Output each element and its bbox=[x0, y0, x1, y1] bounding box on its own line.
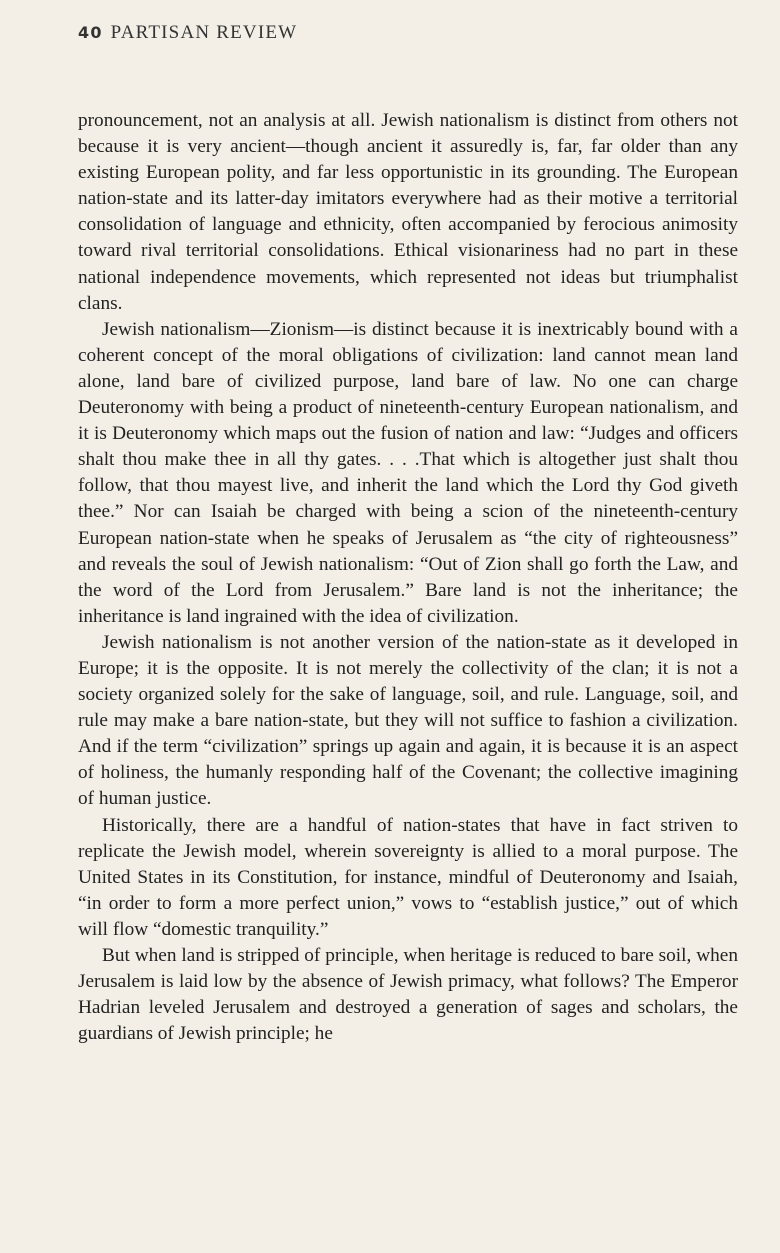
body-text bbox=[78, 108, 738, 1047]
paragraph: Jewish nationalism is not another version of the nation-state as it developed in Europe; it is the opposite. It is not merely the collectivity of the clan; it is not a society organized solely for the sake of language, soil, and rule. Language, soil, and rule may make a bare nation-state, but they will not suffice to fashion a civilization. And if the term “civilization” springs up again and again, it is because it is an aspect of holiness, the humanly responding half of the Covenant; the collective imagining of human justice. bbox=[78, 631, 738, 810]
book-page bbox=[78, 22, 738, 1047]
paragraph: But when land is stripped of principle, when heritage is reduced to bare soil, when Jerusalem is laid low by the absence of Jewish primacy, what follows? The Emperor Hadrian leveled Jerusalem and destroyed a generation of sages and scholars, the guardians of Jewish principle; he bbox=[78, 945, 738, 1045]
running-head bbox=[78, 22, 738, 44]
paragraph: Historically, there are a handful of nation-states that have in fact striven to replicate the Jewish model, wherein sovereignty is allied to a moral purpose. The United States in its Constitution, for instance, mindful of Deuteronomy and Isaiah, “in order to form a more perfect union,” vows to “establish justice,” out of which will flow “domestic tranquility.” bbox=[78, 814, 738, 940]
page-number: 40 bbox=[78, 23, 103, 42]
paragraph-continued: pronouncement, not an analysis at all. Jewish nationalism is distinct from others not because it is very ancient—though ancient it assuredly is, far, far older than any existing European polity, and far less opportunistic in its grounding. The European nation-state and its latter-day imitators everywhere had as their motive a territorial consolidation of language and ethnicity, often accompanied by ferocious animosity toward rival territorial consolidations. Ethical visionariness had no part in these national independence movements, which represented not ideas but triumphalist clans. bbox=[78, 110, 738, 314]
journal-title: PARTISAN REVIEW bbox=[110, 22, 298, 43]
paragraph: Jewish nationalism—Zionism—is distinct because it is inextricably bound with a coherent concept of the moral obligations of civilization: land cannot mean land alone, land bare of civilized purpose, land bare of law. No one can charge Deuteronomy with being a product of nineteenth-century European nationalism, and it is Deuteronomy which maps out the fusion of nation and law: “Judges and officers shalt thou make thee in all thy gates. . . .That which is altogether just shalt thou follow, that thou mayest live, and inherit the land which the Lord thy God giveth thee.” Nor can Isaiah be charged with being a scion of the nineteenth-century European nation-state when he speaks of Jerusalem as “the city of righteousness” and reveals the soul of Jewish nationalism: “Out of Zion shall go forth the Law, and the word of the Lord from Jerusalem.” Bare land is not the inheritance; the inheritance is land ingrained with the idea of civilization. bbox=[78, 318, 738, 627]
